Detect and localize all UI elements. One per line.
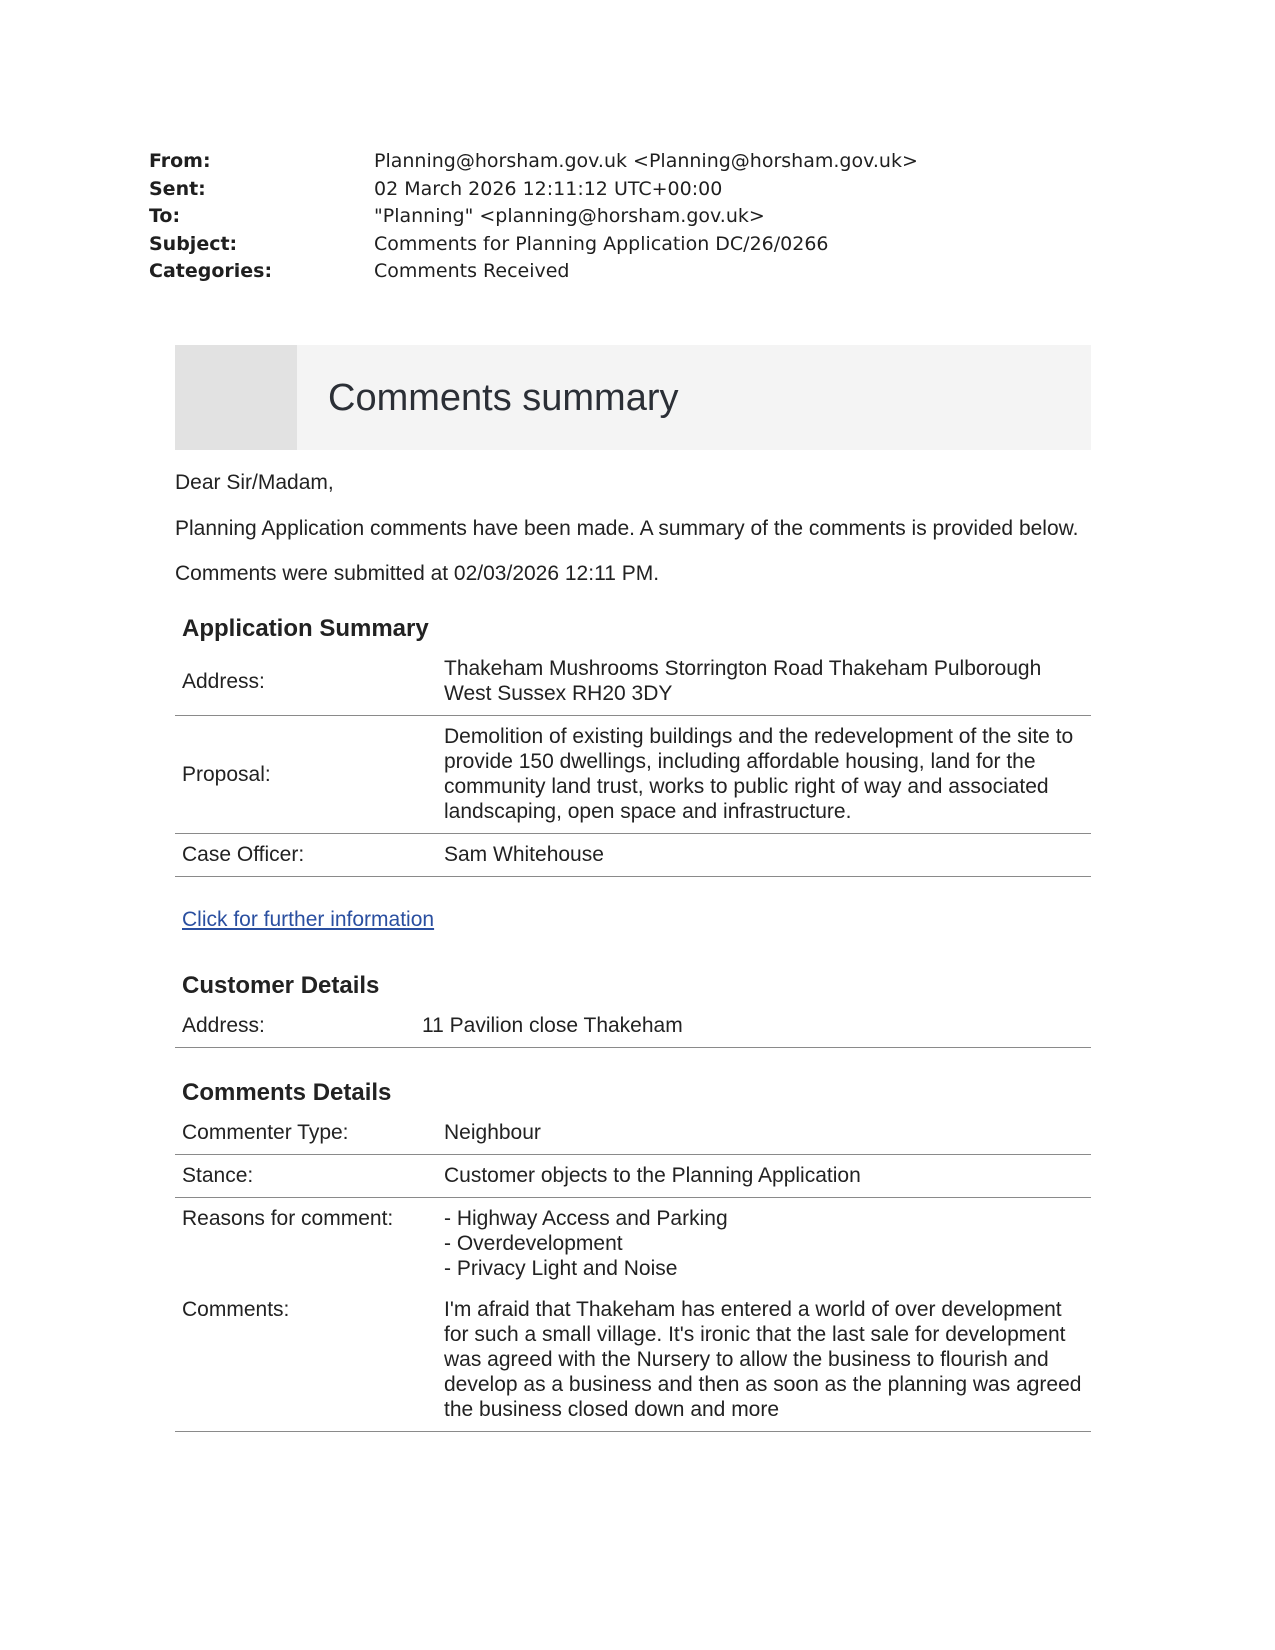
comments-value: I'm afraid that Thakeham has entered a world of over development for such a small village. It's ironic that the last sale for development was agreed with the Nursery to allow the business to flourish and develop as a business and then as soon as the planning was agreed the business closed down and more [437,1290,1091,1432]
address-label: Address: [175,648,437,716]
table-row [175,648,1091,716]
sent-label: Sent: [149,177,206,200]
from-value: Planning@horsham.gov.uk <Planning@horsham.gov.uk> [374,150,918,172]
categories-label: Categories: [149,260,273,282]
table-row [175,1005,1091,1048]
greeting: Dear Sir/Madam, [175,471,334,494]
case-officer-label: Case Officer: [175,834,437,877]
comments-details-title: Comments Details [182,1079,392,1106]
submitted-at: Comments were submitted at 02/03/2026 12:11 PM. [175,562,660,585]
proposal-label: Proposal: [175,716,437,834]
case-officer-value: Sam Whitehouse [437,834,1091,877]
banner-logo-placeholder [175,345,297,450]
further-info-wrap [175,907,1091,932]
reason-item: - Privacy Light and Noise [444,1257,678,1280]
table-row [175,834,1091,877]
table-row [175,1198,1091,1291]
reasons-label: Reasons for comment: [182,1207,394,1230]
application-summary-title: Application Summary [182,615,429,642]
stance-label: Stance: [175,1155,437,1198]
comments-details-table [175,1112,1091,1432]
email-sent-row [149,176,918,204]
banner-title: Comments summary [328,377,679,419]
from-label: From: [149,150,211,172]
customer-address-label: Address: [175,1005,415,1048]
table-row [175,716,1091,834]
reason-item: - Overdevelopment [444,1232,623,1255]
sent-value: 02 March 2026 12:11:12 UTC+00:00 [374,177,723,200]
email-header [149,148,918,286]
intro-paragraph: Planning Application comments have been made. A summary of the comments is provided below. [175,517,1079,540]
to-label: To: [149,205,181,227]
customer-details-table [175,1005,1091,1048]
address-value: Thakeham Mushrooms Storrington Road Thakeham Pulborough West Sussex RH20 3DY [437,648,1091,716]
email-subject-row [149,231,918,259]
subject-value: Comments for Planning Application DC/26/0266 [374,232,829,255]
to-value: "Planning" <planning@horsham.gov.uk> [374,205,765,227]
stance-value: Customer objects to the Planning Application [437,1155,1091,1198]
customer-address-value: 11 Pavilion close Thakeham [415,1005,1091,1048]
reasons-list [437,1198,1091,1291]
reason-item: - Highway Access and Parking [444,1207,728,1230]
table-row [175,1155,1091,1198]
summary-banner [175,345,1091,450]
table-row [175,1290,1091,1432]
further-information-link[interactable]: Click for further information [182,908,435,931]
email-categories-row [149,258,918,286]
customer-details-title: Customer Details [182,972,380,999]
table-row [175,1112,1091,1155]
proposal-value: Demolition of existing buildings and the redevelopment of the site to provide 150 dwellings, including affordable housing, land for the community land trust, works to public right of way and associated landscaping, open space and infrastructure. [437,716,1091,834]
email-from-row [149,148,918,176]
application-summary-table [175,648,1091,877]
subject-label: Subject: [149,232,238,255]
commenter-type-value: Neighbour [437,1112,1091,1155]
email-body [175,470,1091,1432]
commenter-type-label: Commenter Type: [175,1112,437,1155]
categories-value: Comments Received [374,260,570,282]
comments-label: Comments: [175,1290,437,1432]
email-to-row [149,203,918,231]
